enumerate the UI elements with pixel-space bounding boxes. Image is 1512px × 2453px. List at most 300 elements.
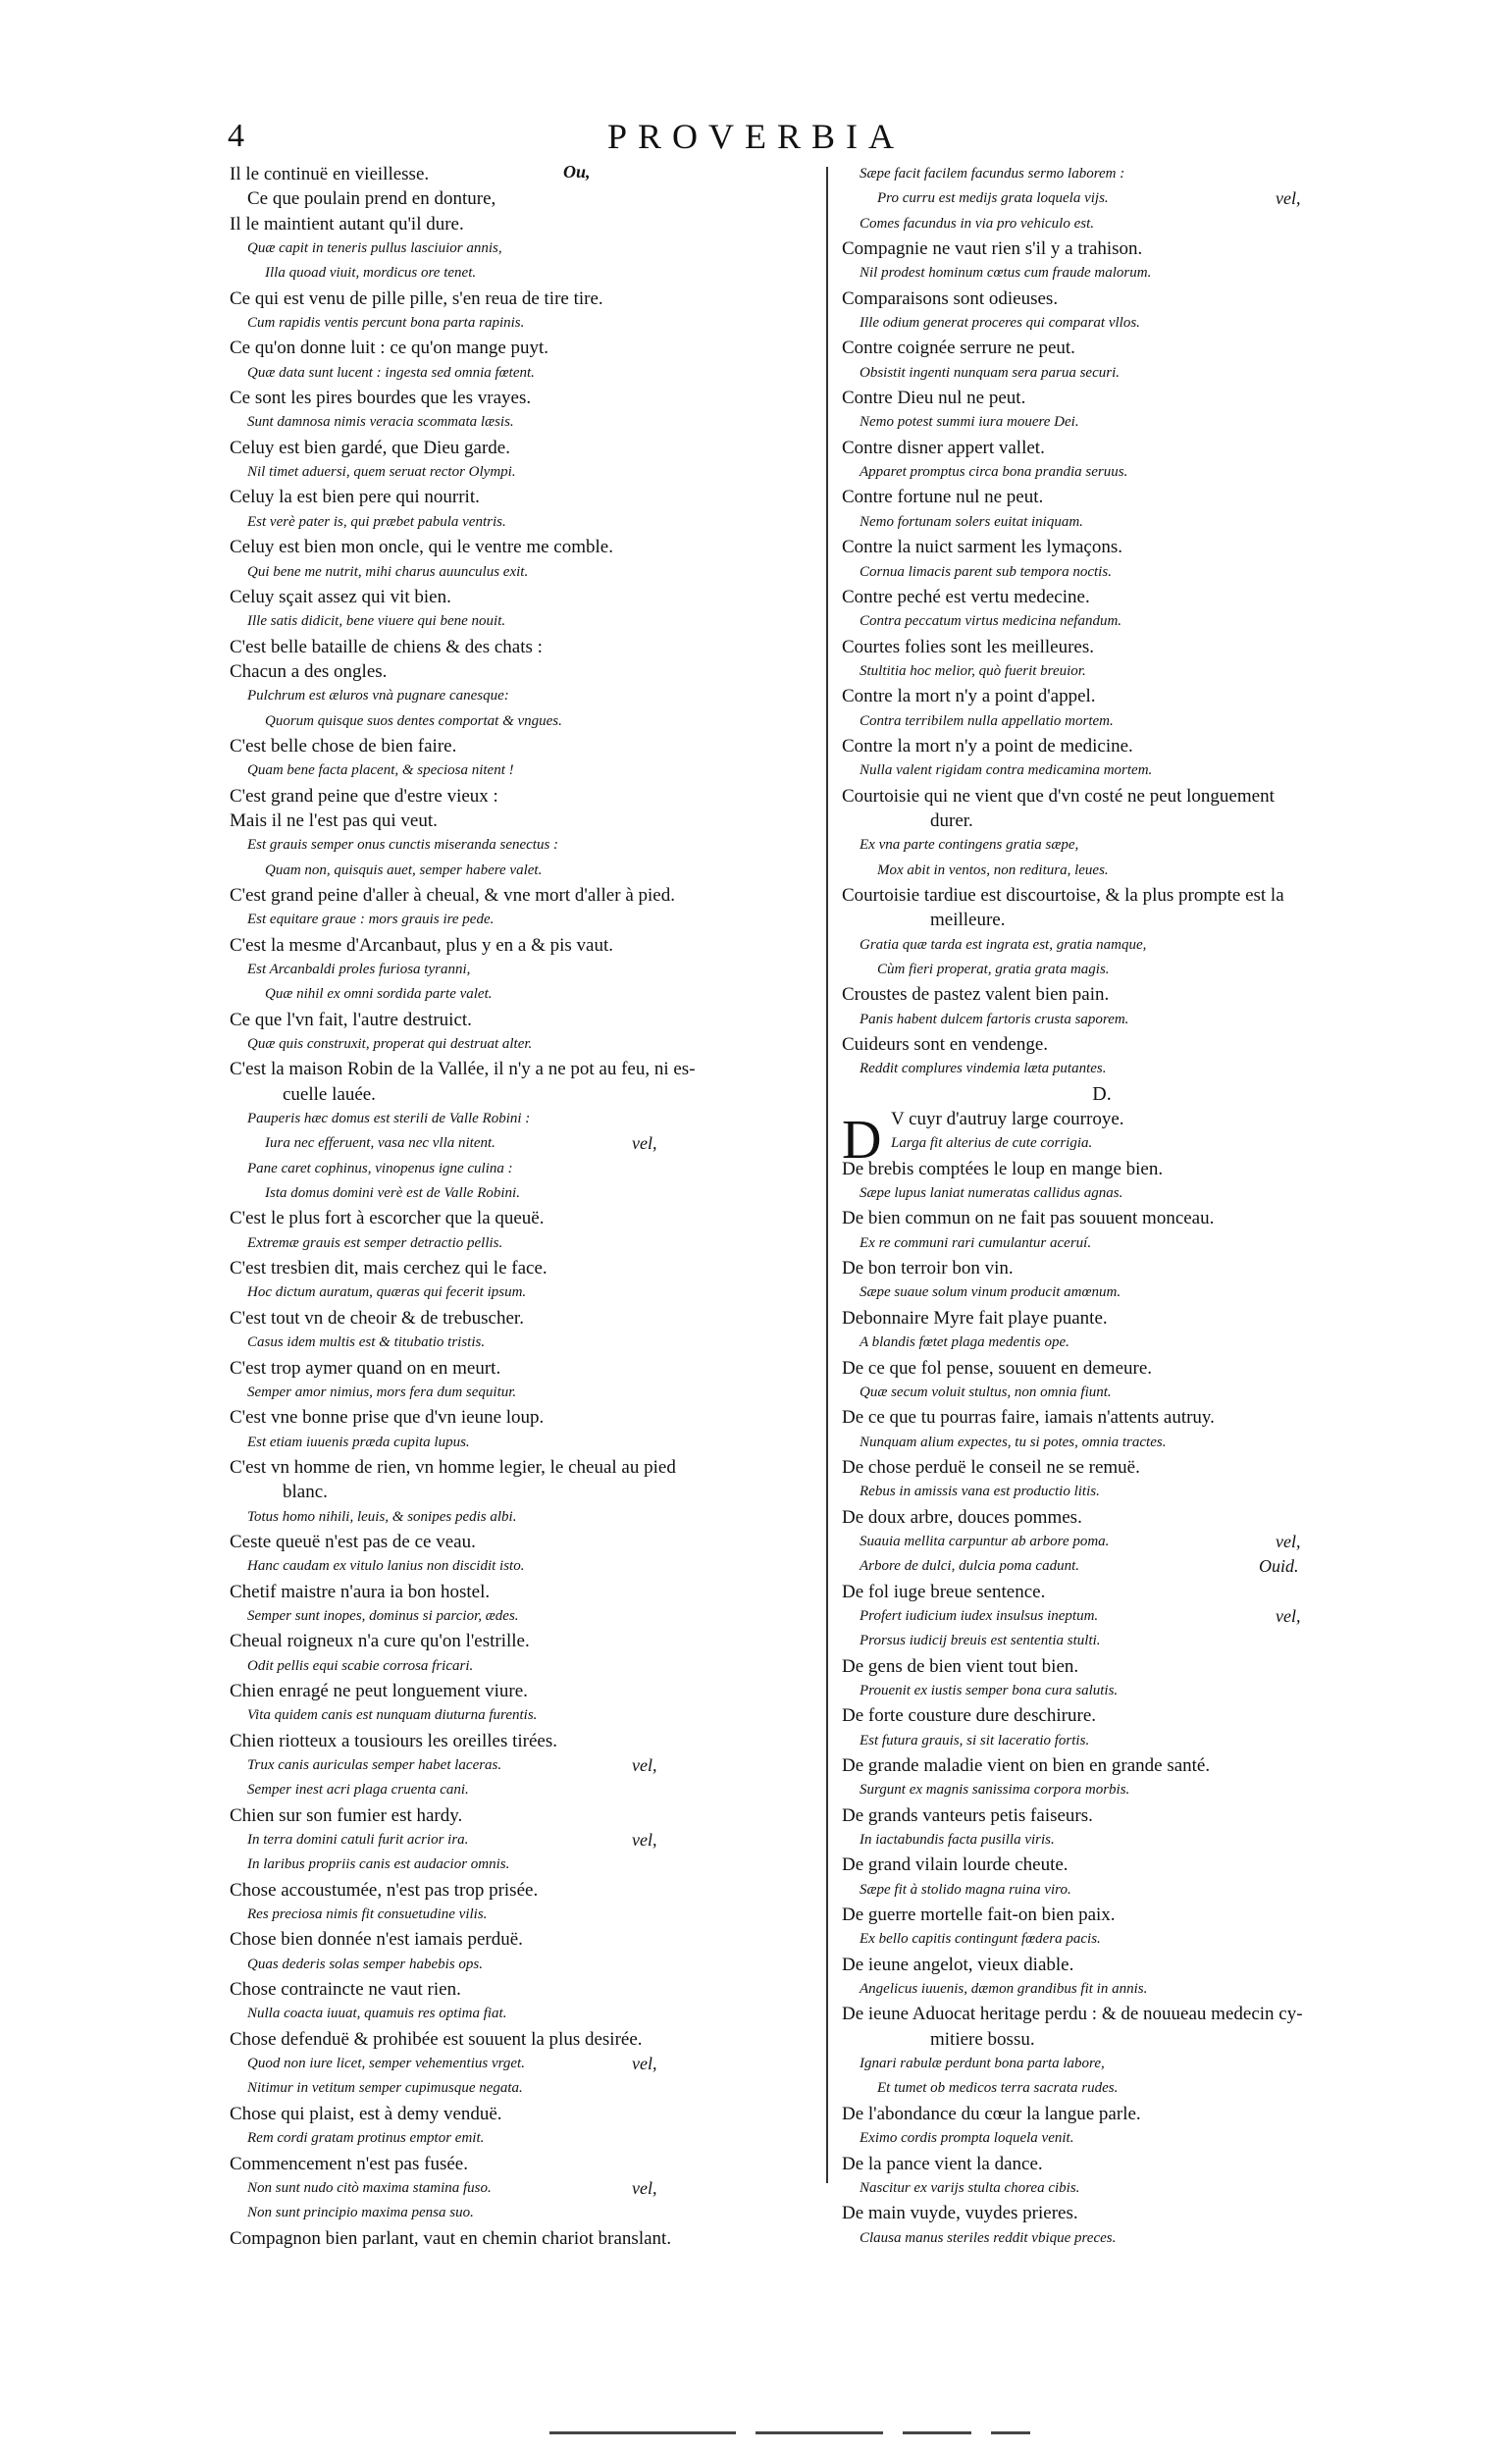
line-text: Quæ capit in teneris pullus lasciuior annis, (247, 240, 502, 257)
proverb-line (230, 1679, 813, 1703)
proverb-line (230, 1356, 813, 1381)
line-text: De l'abondance du cœur la langue parle. (842, 2103, 1141, 2124)
latin-translation-line (230, 2002, 813, 2026)
proverb-line (230, 336, 813, 360)
line-text: Ce qui est venu de pille pille, s'en reua de tire tire. (230, 287, 603, 309)
line-text: Sæpe fit à stolido magna ruina viro. (860, 1881, 1071, 1898)
line-text: Quas dederis solas semper habebis ops. (247, 1956, 483, 1972)
latin-translation-line (842, 212, 1362, 236)
latin-translation-line (842, 510, 1362, 535)
latin-translation-line (842, 1480, 1362, 1504)
latin-translation-line (230, 460, 813, 485)
line-text: Cùm fieri properat, gratia grata magis. (877, 962, 1110, 977)
latin-translation-line (230, 410, 813, 435)
proverb-line (842, 236, 1362, 261)
running-title: PROVERBIA (606, 117, 906, 156)
line-text: Courtoisie tardiue est discourtoise, & la plus prompte est la (842, 884, 1284, 906)
latin-translation-line (230, 1431, 813, 1455)
line-text: Contre la mort n'y a point d'appel. (842, 686, 1096, 707)
line-text: De bon terroir bon vin. (842, 1258, 1014, 1279)
latin-translation-line (230, 609, 813, 634)
latin-translation-line (230, 1131, 813, 1156)
line-text: Contra peccatum virtus medicina nefandum. (860, 613, 1122, 630)
line-text: De fol iuge breue sentence. (842, 1581, 1046, 1602)
latin-translation-line (842, 1828, 1362, 1853)
line-text: De grand vilain lourde cheute. (842, 1854, 1069, 1876)
proverb-line (230, 1082, 813, 1107)
line-text: blanc. (283, 1482, 328, 1503)
line-text: Clausa manus steriles reddit vbique preces. (860, 2229, 1117, 2246)
line-text: Vita quidem canis est nunquam diuturna furentis. (247, 1707, 538, 1724)
proverb-line (842, 1256, 1362, 1280)
line-text: De grands vanteurs petis faiseurs. (842, 1804, 1093, 1826)
line-text: Nitimur in vetitum semper cupimusque negata. (247, 2080, 523, 2097)
proverb-line (842, 734, 1362, 758)
latin-translation-line (842, 410, 1362, 435)
latin-translation-line (230, 1231, 813, 1256)
proverb-line (230, 1206, 813, 1230)
proverb-line (230, 1803, 813, 1828)
line-text: Odit pellis equi scabie corrosa fricari. (247, 1657, 474, 1674)
latin-translation-line (842, 1431, 1362, 1455)
proverb-line (230, 1256, 813, 1280)
line-text: Cum rapidis ventis percunt bona parta rapinis. (247, 315, 525, 332)
line-text: Est verè pater is, qui præbet pabula ventris. (247, 513, 506, 530)
line-text: Est etiam iuuenis præda cupita lupus. (247, 1434, 470, 1450)
line-text: A blandis fœtet plaga medentis ope. (860, 1334, 1069, 1351)
proverb-line (230, 1008, 813, 1032)
proverb-line (842, 1206, 1362, 1230)
line-text: Nemo fortunam solers euitat iniquam. (860, 513, 1083, 530)
line-text: Apparet promptus circa bona prandia seruus. (860, 464, 1128, 481)
line-text: C'est tout vn de cheoir & de trebuscher. (230, 1307, 524, 1329)
proverb-line (230, 1580, 813, 1604)
latin-translation-line (842, 2176, 1362, 2201)
line-text: Contra terribilem nulla appellatio mortem. (860, 712, 1114, 729)
line-text: Stultitia hoc melior, quò fuerit breuior. (860, 662, 1086, 679)
proverb-line (230, 1530, 813, 1554)
vel-marker: vel, (1276, 188, 1301, 209)
line-text: Illa quoad viuit, mordicus ore tenet. (265, 265, 477, 282)
line-text: Compagnie ne vaut rien s'il y a trahison. (842, 238, 1143, 260)
line-text: Qui bene me nutrit, mihi charus auunculus exit. (247, 563, 529, 580)
line-text: Angelicus iuuenis, dæmon grandibus fit in annis. (860, 1981, 1148, 1998)
vel-marker: vel, (1276, 1605, 1301, 1626)
line-text: C'est belle bataille de chiens & des chats : (230, 636, 543, 657)
line-text: Gratia quæ tarda est ingrata est, gratia namque, (860, 936, 1147, 953)
line-text: Ista domus domini verè est de Valle Robini. (265, 1185, 520, 1202)
line-text: C'est la mesme d'Arcanbaut, plus y en a & pis vaut. (230, 934, 613, 956)
line-text: Reddit complures vindemia læta putantes. (860, 1061, 1107, 1077)
proverb-line (842, 1654, 1362, 1679)
line-text: Semper sunt inopes, dominus si parcior, ædes. (247, 1607, 519, 1624)
latin-translation-line (842, 958, 1362, 982)
line-text: Courtoisie qui ne vient que d'vn costé ne peut longuement (842, 785, 1275, 807)
proverb-line (842, 1953, 1362, 1977)
latin-translation-line (230, 560, 813, 585)
latin-translation-line (842, 859, 1362, 883)
proverb-line (842, 2201, 1362, 2225)
latin-translation-line (842, 833, 1362, 858)
line-text: Contre la nuict sarment les lymaçons. (842, 537, 1122, 558)
latin-translation-line (842, 1778, 1362, 1802)
line-text: Nascitur ex varijs stulta chorea cibis. (860, 2179, 1080, 2196)
line-text: Celuy est bien mon oncle, qui le ventre me comble. (230, 537, 613, 558)
proverb-line (230, 784, 813, 809)
proverb-line (230, 436, 813, 460)
latin-translation-line (230, 958, 813, 982)
line-text: Hoc dictum auratum, quæras qui fecerit ipsum. (247, 1284, 527, 1301)
proverb-line (842, 908, 1362, 932)
proverb-line (230, 1629, 813, 1653)
line-text: meilleure. (930, 910, 1006, 931)
latin-translation-line (230, 1331, 813, 1355)
proverb-line (230, 734, 813, 758)
line-text: De la pance vient la dance. (842, 2153, 1043, 2174)
latin-translation-line (842, 460, 1362, 485)
proverb-line (230, 212, 813, 236)
proverb-line (842, 436, 1362, 460)
line-text: Prorsus iudicij breuis est sententia stulti. (860, 1633, 1101, 1649)
proverb-line (842, 809, 1362, 833)
proverb-line (230, 1057, 813, 1081)
proverb-line (842, 1356, 1362, 1381)
ovid-marker: Ouid. (1259, 1556, 1299, 1577)
line-text: Ille satis didicit, bene viuere qui bene nouit. (247, 613, 506, 630)
line-text: Quam non, quisquis auet, semper habere valet. (265, 861, 543, 878)
line-text: De forte cousture dure deschirure. (842, 1705, 1097, 1727)
latin-translation-line (842, 1231, 1362, 1256)
line-text: De gens de bien vient tout bien. (842, 1655, 1079, 1677)
proverb-line (842, 585, 1362, 609)
line-text: Nulla valent rigidam contra medicamina mortem. (860, 762, 1153, 779)
proverb-line (230, 1455, 813, 1480)
latin-translation-line (842, 1008, 1362, 1032)
line-text: Iura nec efferuent, vasa nec vlla nitent. (265, 1135, 495, 1152)
proverb-line (230, 1480, 813, 1504)
line-text: Ignari rabulæ perdunt bona parta labore, (860, 2056, 1105, 2072)
line-text: De bien commun on ne fait pas souuent monceau. (842, 1208, 1215, 1229)
proverb-line (842, 386, 1362, 410)
line-text: C'est grand peine que d'estre vieux : (230, 785, 498, 807)
line-text: C'est grand peine d'aller à cheual, & vne mort d'aller à pied. (230, 884, 675, 906)
line-text: Et tumet ob medicos terra sacrata rudes. (877, 2080, 1119, 2097)
proverb-line (230, 809, 813, 833)
line-text: Mais il ne l'est pas qui veut. (230, 809, 438, 831)
latin-translation-line (230, 1280, 813, 1305)
proverb-line (842, 2102, 1362, 2126)
line-text: Il le continuë en vieillesse. (230, 164, 430, 184)
proverb-line (230, 1878, 813, 1903)
line-text: Sæpe lupus laniat numeratas callidus agnas. (860, 1185, 1123, 1202)
latin-translation-line (842, 1977, 1362, 2002)
line-text: Pulchrum est æluros vnà pugnare canesque: (247, 688, 509, 705)
line-text: Contre coignée serrure ne peut. (842, 338, 1075, 359)
latin-translation-line (230, 1828, 813, 1853)
line-text: Quæ data sunt lucent : ingesta sed omnia fœtent. (247, 364, 535, 381)
line-text: Il le maintient autant qu'il dure. (230, 213, 464, 235)
line-text: In laribus propriis canis est audacior omnis. (247, 1856, 510, 1873)
latin-translation-line (842, 659, 1362, 684)
line-text: Contre fortune nul ne peut. (842, 487, 1044, 508)
line-text: Chetif maistre n'aura ia bon hostel. (230, 1581, 491, 1602)
line-text: Chose accoustumée, n'est pas trop prisée. (230, 1879, 539, 1901)
line-text: Nil prodest hominum cœtus cum fraude malorum. (860, 265, 1152, 282)
line-text: Chien sur son fumier est hardy. (230, 1804, 463, 1826)
proverb-line (230, 1977, 813, 2002)
proverb-line (230, 485, 813, 509)
line-text: Pauperis hæc domus est sterili de Valle Robini : (247, 1111, 531, 1127)
line-text: Courtes folies sont les meilleures. (842, 636, 1094, 657)
latin-translation-line (842, 2076, 1362, 2101)
line-text: Chose contraincte ne vaut rien. (230, 1979, 461, 2001)
line-text: Panis habent dulcem fartoris crusta saporem. (860, 1011, 1129, 1027)
line-text: Est grauis semper onus cunctis miseranda senectus : (247, 837, 559, 854)
latin-translation-line (842, 2052, 1362, 2076)
line-text: Compagnon bien parlant, vaut en chemin chariot branslant. (230, 2227, 672, 2249)
line-text: Est futura grauis, si sit laceratio fortis. (860, 1732, 1090, 1748)
latin-translation-line (230, 833, 813, 858)
line-text: Suauia mellita carpuntur ab arbore poma. (860, 1533, 1110, 1549)
latin-translation-line (230, 982, 813, 1007)
proverb-line (842, 1580, 1362, 1604)
latin-translation-line (230, 1703, 813, 1728)
latin-translation-line (230, 1381, 813, 1405)
proverb-line (842, 2002, 1362, 2026)
proverb-line (230, 2152, 813, 2176)
latin-translation-line (842, 1629, 1362, 1653)
latin-translation-line (230, 1753, 813, 1778)
line-text: Pane caret cophinus, vinopenus igne culina : (247, 1160, 513, 1176)
line-text: Celuy sçait assez qui vit bien. (230, 586, 451, 607)
latin-translation-line (230, 261, 813, 286)
proverb-line (842, 535, 1362, 559)
line-text: Trux canis auriculas semper habet laceras. (247, 1757, 502, 1773)
line-text: Extremæ grauis est semper detractio pellis. (247, 1234, 503, 1251)
line-text: Ce sont les pires bourdes que les vrayes. (230, 388, 532, 409)
proverb-line (842, 1455, 1362, 1480)
line-text: Ce qu'on donne luit : ce qu'on mange puyt. (230, 338, 549, 359)
proverb-line (842, 287, 1362, 311)
proverb-line (842, 1032, 1362, 1057)
proverb-line (842, 635, 1362, 659)
proverb-line (230, 635, 813, 659)
line-text: Totus homo nihili, leuis, & sonipes pedis albi. (247, 1508, 517, 1525)
proverb-line (230, 1729, 813, 1753)
proverb-line (842, 684, 1362, 708)
line-text: Ille odium generat proceres qui comparat vllos. (860, 315, 1140, 332)
line-text: Ce que poulain prend en donture, (247, 188, 496, 210)
proverb-line (842, 1853, 1362, 1877)
line-text: Ce que l'vn fait, l'autre destruict. (230, 1009, 472, 1030)
latin-translation-line (230, 1604, 813, 1629)
vel-marker: vel, (632, 2177, 657, 2198)
line-text: Surgunt ex magnis sanissima corpora morbis. (860, 1782, 1130, 1799)
latin-translation-line (230, 2076, 813, 2101)
latin-translation-line (842, 709, 1362, 734)
line-text: Cuideurs sont en vendenge. (842, 1034, 1049, 1056)
latin-translation-line (842, 1927, 1362, 1952)
latin-translation-line (230, 758, 813, 783)
proverb-line (230, 287, 813, 311)
line-text: Celuy est bien gardé, que Dieu garde. (230, 437, 510, 458)
line-text: Pro curru est medijs grata loquela vijs. (877, 190, 1109, 207)
line-text: C'est vn homme de rien, vn homme legier, le cheual au pied (230, 1456, 676, 1478)
line-text: Est Arcanbaldi proles furiosa tyranni, (247, 962, 471, 977)
line-text: Contre disner appert vallet. (842, 437, 1045, 458)
line-text: Res preciosa nimis fit consuetudine vilis. (247, 1906, 488, 1923)
latin-translation-line (842, 1554, 1362, 1579)
latin-translation-line (230, 311, 813, 336)
proverb-line (230, 1306, 813, 1331)
line-text: Ex re communi rari cumulantur aceruí. (860, 1234, 1092, 1251)
line-text: De ieune angelot, vieux diable. (842, 1954, 1074, 1975)
line-text: Chose bien donnée n'est iamais perduë. (230, 1929, 523, 1951)
line-text: Nemo potest summi iura mouere Dei. (860, 414, 1079, 431)
line-text: Nil timet aduersi, quem seruat rector Olympi. (247, 464, 516, 481)
line-text: Quod non iure licet, semper vehementius vrget. (247, 2056, 525, 2072)
latin-translation-line (230, 1903, 813, 1927)
footer-rule-4 (991, 2431, 1030, 2434)
line-text: Comes facundus in via pro vehiculo est. (860, 215, 1094, 232)
proverb-line (842, 1157, 1362, 1181)
latin-translation-line (230, 1853, 813, 1877)
latin-translation-line (230, 2052, 813, 2076)
proverb-line (842, 1903, 1362, 1927)
latin-translation-line (842, 1679, 1362, 1703)
line-text: Quæ nihil ex omni sordida parte valet. (265, 986, 493, 1003)
vel-marker: vel, (632, 1830, 657, 1851)
proverb-line (230, 1927, 813, 1952)
line-text: Cornua limacis parent sub tempora noctis. (860, 563, 1112, 580)
line-text: Debonnaire Myre fait playe puante. (842, 1307, 1108, 1329)
line-text: Nulla coacta iuuat, quamuis res optima fiat. (247, 2006, 507, 2022)
line-text: Quam bene facta placent, & speciosa nitent ! (247, 762, 514, 779)
proverb-line (230, 659, 813, 684)
line-text: durer. (930, 809, 973, 831)
vel-marker: vel, (632, 1755, 657, 1775)
proverb-line (842, 2027, 1362, 2052)
proverb-line (842, 1803, 1362, 1828)
line-text: Prouenit ex iustis semper bona cura salutis. (860, 1682, 1119, 1698)
latin-translation-line (842, 1280, 1362, 1305)
line-text: Commencement n'est pas fusée. (230, 2153, 468, 2174)
latin-translation-line (842, 361, 1362, 386)
latin-translation-line (230, 1953, 813, 1977)
line-text: Chien riotteux a tousiours les oreilles tirées. (230, 1730, 558, 1751)
line-text: Quæ secum voluit stultus, non omnia fiunt. (860, 1383, 1112, 1400)
latin-translation-line (230, 1032, 813, 1057)
line-text: Rem cordi gratam protinus emptor emit. (247, 2130, 485, 2147)
proverb-line (842, 336, 1362, 360)
line-text: C'est trop aymer quand on en meurt. (230, 1357, 501, 1379)
proverb-line (842, 1505, 1362, 1530)
latin-translation-line (842, 1530, 1362, 1554)
line-text: De brebis comptées le loup en mange bien. (842, 1158, 1164, 1179)
line-text: Casus idem multis est & titubatio tristis. (247, 1334, 486, 1351)
latin-translation-line (230, 1554, 813, 1579)
latin-translation-line (842, 1381, 1362, 1405)
proverb-line (230, 933, 813, 958)
latin-translation-line (842, 1057, 1362, 1081)
latin-translation-line (842, 1729, 1362, 1753)
latin-translation-line (842, 609, 1362, 634)
latin-translation-line (842, 1604, 1362, 1629)
line-text: Rebus in amissis vana est productio litis. (860, 1484, 1100, 1500)
line-text: In terra domini catuli furit acrior ira. (247, 1832, 469, 1849)
line-text: Ex bello capitis contingunt fœdera pacis. (860, 1931, 1101, 1948)
line-text: Chacun a des ongles. (230, 660, 388, 682)
proverb-line (230, 2102, 813, 2126)
line-text: Contre la mort n'y a point de medicine. (842, 735, 1133, 757)
page-number: 4 (228, 118, 244, 154)
latin-translation-line (230, 1778, 813, 1802)
proverb-line (842, 2152, 1362, 2176)
latin-translation-line (842, 933, 1362, 958)
line-text: Cheual roigneux n'a cure qu'on l'estrille. (230, 1631, 530, 1652)
proverb-line (842, 883, 1362, 908)
latin-translation-line (230, 1181, 813, 1206)
proverb-line (842, 982, 1362, 1007)
ou-marker: Ou, (563, 162, 591, 182)
line-text: Celuy la est bien pere qui nourrit. (230, 487, 480, 508)
line-text: Profert iudicium iudex insulsus ineptum. (860, 1607, 1099, 1624)
latin-translation-line (230, 2176, 813, 2201)
line-text: C'est vne bonne prise que d'vn ieune loup. (230, 1407, 545, 1429)
line-text: Semper amor nimius, mors fera dum sequitur. (247, 1383, 517, 1400)
line-text: Eximo cordis prompta loquela venit. (860, 2130, 1074, 2147)
line-text: Comparaisons sont odieuses. (842, 287, 1059, 309)
vel-marker: vel, (632, 1133, 657, 1154)
line-text: Chien enragé ne peut longuement viure. (230, 1680, 528, 1701)
line-text: Sæpe suaue solum vinum producit amœnum. (860, 1284, 1121, 1301)
latin-translation-line (230, 1107, 813, 1131)
line-text: Chose defenduë & prohibée est souuent la plus desirée. (230, 2028, 643, 2050)
proverb-line (842, 485, 1362, 509)
proverb-line (230, 162, 813, 186)
latin-translation-line (842, 162, 1362, 186)
line-text: Larga fit alterius de cute corrigia. (891, 1135, 1093, 1152)
line-text: Semper inest acri plaga cruenta cani. (247, 1782, 469, 1799)
proverb-line (842, 1405, 1362, 1430)
latin-translation-line (230, 709, 813, 734)
latin-translation-line (842, 1331, 1362, 1355)
line-text: Nunquam alium expectes, tu si potes, omnia tractes. (860, 1434, 1167, 1450)
line-text: De grande maladie vient on bien en grande santé. (842, 1755, 1211, 1776)
line-text: Mox abit in ventos, non reditura, leues. (877, 861, 1109, 878)
latin-translation-line (230, 2126, 813, 2151)
drop-capital: D (842, 1110, 882, 1172)
latin-translation-line (842, 2126, 1362, 2151)
latin-translation-line (842, 1878, 1362, 1903)
proverb-line (230, 883, 813, 908)
proverb-line (842, 1306, 1362, 1331)
line-text: C'est le plus fort à escorcher que la queuë. (230, 1208, 545, 1229)
latin-translation-line (230, 236, 813, 261)
line-text: C'est la maison Robin de la Vallée, il n'y a ne pot au feu, ni es- (230, 1059, 696, 1080)
proverb-line (842, 1753, 1362, 1778)
latin-translation-line (842, 1181, 1362, 1206)
latin-translation-line (230, 1157, 813, 1181)
latin-translation-line (842, 560, 1362, 585)
line-text: Arbore de dulci, dulcia poma cadunt. (860, 1558, 1079, 1575)
proverb-line (230, 186, 813, 211)
latin-translation-line (842, 1131, 1362, 1156)
footer-rule-2 (756, 2431, 883, 2434)
footer-rule-1 (549, 2431, 736, 2434)
line-text: C'est tresbien dit, mais cerchez qui le face. (230, 1258, 547, 1279)
proverb-line (230, 2027, 813, 2052)
